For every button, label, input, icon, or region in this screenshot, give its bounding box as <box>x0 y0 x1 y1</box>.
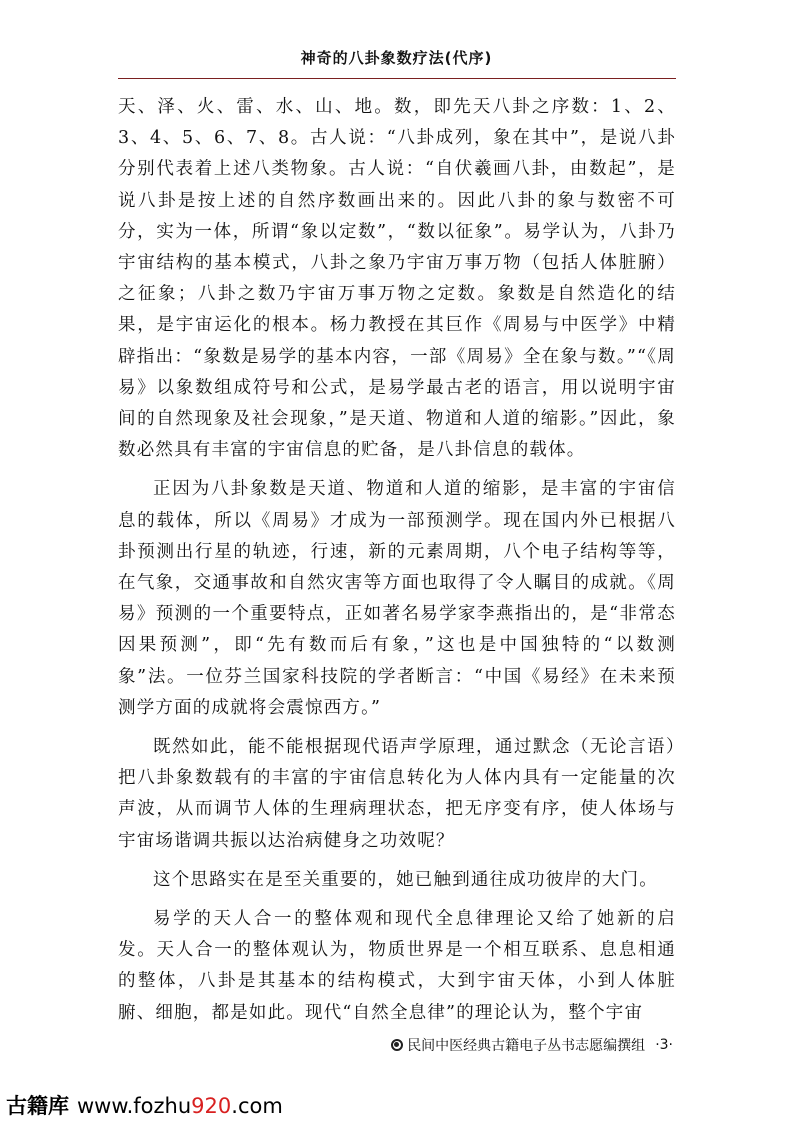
paragraph: 天、泽、火、雷、水、山、地。数，即先天八卦之序数：1、2、3、4、5、6、7、8。古人说：“八卦成列，象在其中”，是说八卦分别代表着上述八类物象。古人说：“自伏羲画八卦，由数起”，是说八卦是按上述的自然序数画出来的。因此八卦的象与数密不可分，实为一体，所谓“象以定数”，“数以征象”。易学认为，八卦乃宇宙结构的基本模式，八卦之象乃宇宙万事万物（包括人体脏腑）之征象；八卦之数乃宇宙万事万物之定数。象数是自然造化的结果，是宇宙运化的根本。杨力教授在其巨作《周易与中医学》中精辟指出：“象数是易学的基本内容，一部《周易》全在象与数。”“《周易》以象数组成符号和公式，是易学最古老的语言，用以说明宇宙间的自然现象及社会现象，”是天道、物道和人道的缩影。”因此，象数必然具有丰富的宇宙信息的贮备，是八卦信息的载体。 <box>118 97 676 461</box>
paragraph: 正因为八卦象数是天道、物道和人道的缩影，是丰富的宇宙信息的载体，所以《周易》才成为一部预测学。现在国内外已根据八卦预测出行星的轨迹，行速，新的元素周期，八个电子结构等等，在气象，交通事故和自然灾害等方面也取得了令人瞩目的成就。《周易》预测的一个重要特点，正如著名易学家李燕指出的，是“非常态因果预测”，即“先有数而后有象，”这也是中国独特的“以数测象”法。一位芬兰国家科技院的学者断言：“中国《易经》在未来预测学方面的成就将会震惊西方。” <box>118 479 676 718</box>
site-watermark <box>6 1090 283 1120</box>
paragraph: 这个思路实在是至关重要的，她已触到通往成功彼岸的大门。 <box>153 869 658 890</box>
running-header-title: 神奇的八卦象数疗法(代序) <box>300 49 493 67</box>
paragraph: 易学的天人合一的整体观和现代全息律理论又给了她新的启发。天人合一的整体观认为，物质世界是一个相互联系、息息相通的整体，八卦是其基本的结构模式，大到宇宙天体，小到人体脏腑、细胞，都是如此。现代“自然全息律”的理论认为，整个宇宙 <box>118 909 676 1023</box>
page-body <box>118 92 676 1029</box>
watermark-num: 920 <box>191 1094 232 1118</box>
watermark-www: www.fozhu <box>77 1094 192 1118</box>
circle-logo-icon <box>391 1039 403 1051</box>
footer-text: 民间中医经典古籍电子丛书志愿编撰组 <box>407 1038 646 1054</box>
watermark-cn: 古籍库 <box>6 1094 69 1118</box>
watermark-com: .com <box>231 1094 283 1118</box>
page-footer <box>391 1035 673 1055</box>
page-number: ·3· <box>655 1037 673 1053</box>
header-rule <box>118 78 676 79</box>
paragraph: 既然如此，能不能根据现代语声学原理，通过默念（无论言语）把八卦象数载有的丰富的宇宙信息转化为人体内具有一定能量的次声波，从而调节人体的生理病理状态，把无序变有序，使人体场与宇宙场谐调共振以达治病健身之功效呢？ <box>118 737 676 851</box>
